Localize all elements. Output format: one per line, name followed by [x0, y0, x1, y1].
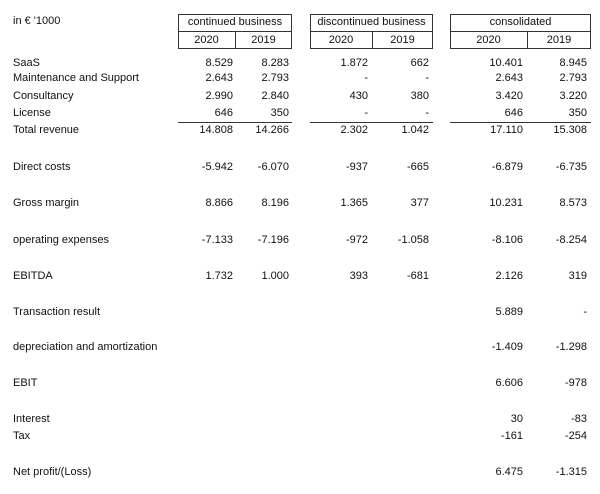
consolidated-title: consolidated [489, 16, 552, 28]
cell-ebitda-c19: 1.000 [261, 270, 289, 282]
cell-consultancy-d19: 380 [410, 90, 429, 102]
continued-2020: 2020 [194, 34, 219, 46]
cell-total-k20: 17.110 [490, 124, 523, 136]
cell-total-c20: 14.808 [199, 124, 233, 136]
cell-saas-c20: 8.529 [205, 57, 233, 69]
cell-maintenance-d20: - [364, 72, 368, 84]
subtotal-line-continued [178, 122, 292, 123]
cell-total-k19: 15.308 [553, 124, 587, 136]
cell-saas-c19: 8.283 [261, 57, 289, 69]
row-label-ebitda: EBITDA [13, 270, 53, 282]
row-label-total: Total revenue [13, 124, 80, 136]
cell-saas-k19: 8.945 [559, 57, 587, 69]
cell-saas-d19: 662 [410, 57, 429, 69]
row-label-gross: Gross margin [13, 197, 80, 209]
cell-saas-d20: 1.872 [340, 57, 368, 69]
cell-license-c20: 646 [214, 107, 233, 119]
cell-license-k19: 350 [568, 107, 587, 119]
discontinued-2020: 2020 [328, 34, 354, 46]
cell-interest-k19: -83 [571, 413, 587, 425]
consolidated-2019: 2019 [546, 34, 572, 46]
subtotal-line-discontinued [310, 122, 433, 123]
row-label-depreciation: depreciation and amortization [13, 341, 158, 353]
cell-ebitda-d19: -681 [406, 270, 429, 282]
cell-direct-d20: -937 [345, 161, 368, 173]
cell-transaction-k19: - [583, 306, 587, 318]
cell-license-k20: 646 [504, 107, 523, 119]
row-label-opex: operating expenses [13, 234, 110, 246]
cell-ebitda-k20: 2.126 [495, 270, 523, 282]
cell-opex-c20: -7.133 [201, 234, 233, 246]
cell-gross-c19: 8.196 [261, 197, 289, 209]
cell-license-c19: 350 [270, 107, 289, 119]
cell-gross-k19: 8.573 [559, 197, 587, 209]
discontinued-title: discontinued business [317, 16, 426, 28]
divider [450, 31, 591, 32]
cell-direct-c19: -6.070 [257, 161, 289, 173]
row-label-saas: SaaS [13, 57, 40, 69]
cell-opex-d19: -1.058 [397, 234, 429, 246]
cell-ebit-k20: 6.606 [495, 377, 523, 389]
cell-consultancy-c19: 2.840 [261, 90, 289, 102]
consolidated-2020: 2020 [476, 34, 501, 46]
continued-2019: 2019 [251, 34, 276, 46]
row-label-consultancy: Consultancy [13, 90, 74, 102]
cell-gross-c20: 8.866 [205, 197, 233, 209]
row-label-interest: Interest [13, 413, 50, 425]
cell-consultancy-k19: 3.220 [559, 90, 587, 102]
row-label-ebit: EBIT [13, 377, 38, 389]
cell-transaction-k20: 5.889 [495, 306, 523, 318]
cell-opex-k19: -8.254 [555, 234, 587, 246]
row-label-maintenance: Maintenance and Support [13, 72, 139, 84]
row-label-license: License [13, 107, 51, 119]
cell-license-d20: - [364, 107, 368, 119]
cell-direct-k20: -6.879 [491, 161, 523, 173]
unit-label: in € '1000 [13, 15, 61, 27]
cell-maintenance-d19: - [425, 72, 429, 84]
cell-gross-d19: 377 [410, 197, 429, 209]
cell-total-d20: 2.302 [340, 124, 368, 136]
cell-total-c19: 14.266 [255, 124, 289, 136]
continued-title: continued business [187, 16, 283, 28]
cell-ebitda-k19: 319 [568, 270, 587, 282]
cell-opex-k20: -8.106 [491, 234, 523, 246]
cell-gross-k20: 10.231 [489, 197, 523, 209]
cell-opex-c19: -7.196 [257, 234, 289, 246]
cell-maintenance-k19: 2.793 [559, 72, 587, 84]
discontinued-2019: 2019 [390, 34, 415, 46]
cell-direct-d19: -665 [406, 161, 429, 173]
row-label-net: Net profit/(Loss) [13, 466, 92, 478]
cell-interest-k20: 30 [510, 413, 523, 425]
cell-net-k20: 6.475 [495, 466, 523, 478]
cell-ebit-k19: -978 [564, 377, 587, 389]
cell-consultancy-c20: 2.990 [205, 90, 233, 102]
subtotal-line-consolidated [450, 122, 591, 123]
cell-gross-d20: 1.365 [340, 197, 368, 209]
cell-maintenance-c19: 2.793 [261, 72, 289, 84]
cell-depreciation-k20: -1.409 [491, 341, 523, 353]
cell-maintenance-k20: 2.643 [495, 72, 523, 84]
cell-depreciation-k19: -1.298 [555, 341, 587, 353]
cell-license-d19: - [425, 107, 429, 119]
cell-consultancy-d20: 430 [349, 90, 368, 102]
cell-net-k19: -1.315 [555, 466, 587, 478]
row-label-tax: Tax [13, 430, 31, 442]
cell-tax-k19: -254 [564, 430, 587, 442]
cell-total-d19: 1.042 [401, 124, 429, 136]
cell-ebitda-c20: 1.732 [205, 270, 233, 282]
cell-consultancy-k20: 3.420 [495, 90, 523, 102]
cell-ebitda-d20: 393 [349, 270, 368, 282]
row-label-transaction: Transaction result [13, 306, 101, 318]
cell-direct-c20: -5.942 [201, 161, 233, 173]
cell-direct-k19: -6.735 [555, 161, 587, 173]
cell-opex-d20: -972 [345, 234, 368, 246]
cell-saas-k20: 10.401 [489, 57, 523, 69]
cell-tax-k20: -161 [500, 430, 523, 442]
cell-maintenance-c20: 2.643 [205, 72, 233, 84]
row-label-direct: Direct costs [13, 161, 71, 173]
